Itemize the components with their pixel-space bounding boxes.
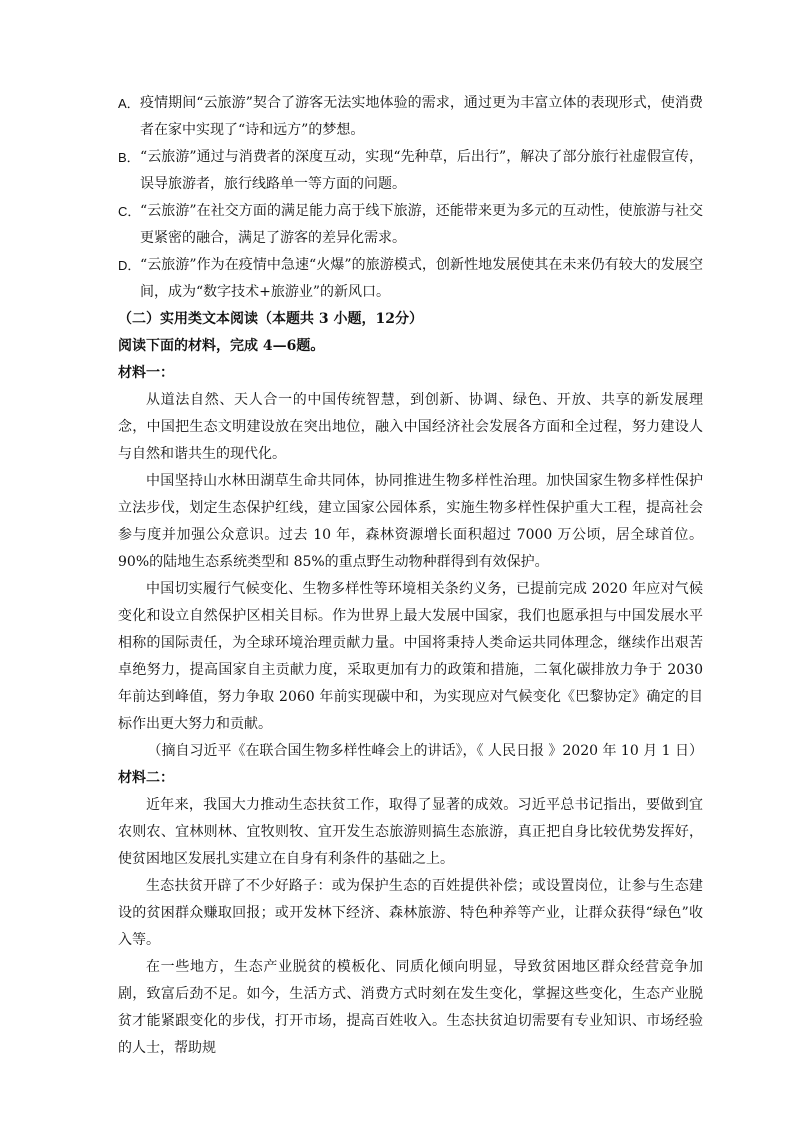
material1-paragraph: 中国坚持山水林田湖草生命共同体，协同推进生物多样性治理。加快国家生物多样性保护立法步伐，划定生态保护红线，建立国家公园体系，实施生物多样性保护重大工程，提高社会参与度并加强公众意识。过去 10 年，森林资源增长面积超过 7000 万公顷，居全球首位。90%的陆地生态系统类型和 85%的重点野生动物种群得到有效保护。	[118, 473, 703, 570]
material2-label: 材料二：	[118, 770, 174, 786]
option-b	[118, 144, 703, 198]
option-b-text: “云旅游”通过与消费者的深度互动，实现“先种草，后出行”，解决了部分旅行社虚假宣传，误导旅游者，旅行线路单一等方面的问题。	[140, 149, 703, 192]
option-a	[118, 90, 703, 144]
section-heading: （二）实用类文本阅读（本题共 3 小题，12分）	[118, 311, 423, 327]
material2-paragraph: 生态扶贫开辟了不少好路子：或为保护生态的百姓提供补偿；或设置岗位，让参与生态建设的贫困群众赚取回报；或开发林下经济、森林旅游、特色种养等产业，让群众获得“绿色”收入等。	[118, 878, 703, 948]
material1-paragraph: 中国切实履行气候变化、生物多样性等环境相关条约义务，已提前完成 2020 年应对气候变化和设立自然保护区相关目标。作为世界上最大发展中国家，我们也愿承担与中国发展水平相称的国际责任，为全球环境治理贡献力量。中国将秉持人类命运共同体理念，继续作出艰苦卓绝努力，提高国家自主贡献力度，采取更加有力的政策和措施，二氧化碳排放力争于 2030 年前达到峰值，努力争取 2060 年前实现碳中和，为实现应对气候变化《巴黎协定》确定的目标作出更大努力和贡献。	[118, 581, 703, 732]
material2-paragraph: 近年来，我国大力推动生态扶贫工作，取得了显著的成效。习近平总书记指出，要做到宜农则农、宜林则林、宜牧则牧、宜开发生态旅游则搞生态旅游，真正把自身比较优势发挥好，使贫困地区发展扎实建立在自身有利条件的基础之上。	[118, 797, 703, 867]
option-a-letter: A．	[118, 96, 140, 111]
material2-paragraph: 在一些地方，生态产业脱贫的模板化、同质化倾向明显，导致贫困地区群众经营竞争加剧，致富后劲不足。如今，生活方式、消费方式时刻在发生变化，掌握这些变化，生态产业脱贫才能紧跟变化的步伐，打开市场，提高百姓收入。生态扶贫迫切需要有专业知识、市场经验的人士，帮助规	[118, 959, 703, 1056]
material1-label: 材料一：	[118, 365, 174, 381]
option-d	[118, 252, 703, 306]
material1-paragraph: 从道法自然、天人合一的中国传统智慧，到创新、协调、绿色、开放、共享的新发展理念，中国把生态文明建设放在突出地位，融入中国经济社会发展各方面和全过程，努力建设人与自然和谐共生的现代化。	[118, 392, 703, 462]
option-d-letter: D．	[118, 258, 141, 273]
option-c-text: “云旅游”在社交方面的满足能力高于线下旅游，还能带来更为多元的互动性，使旅游与社交更紧密的融合，满足了游客的差异化需求。	[140, 203, 703, 246]
option-b-letter: B．	[118, 150, 140, 165]
instruction: 阅读下面的材料，完成 4—6题。	[118, 338, 325, 354]
document-content	[118, 90, 703, 1062]
option-c-letter: C．	[118, 204, 141, 219]
option-a-text: 疫情期间“云旅游”契合了游客无法实地体验的需求，通过更为丰富立体的表现形式，使消费者在家中实现了“诗和远方”的梦想。	[140, 95, 703, 138]
option-d-text: “云旅游”作为在疫情中急速“火爆”的旅游模式，创新性地发展使其在未来仍有较大的发展空间，成为“数字技术+旅游业”的新风口。	[140, 257, 703, 300]
option-c	[118, 198, 703, 252]
material1-source: （摘自习近平《在联合国生物多样性峰会上的讲话》，《 人民日报 》2020 年 10 月 1 日）	[147, 743, 703, 759]
